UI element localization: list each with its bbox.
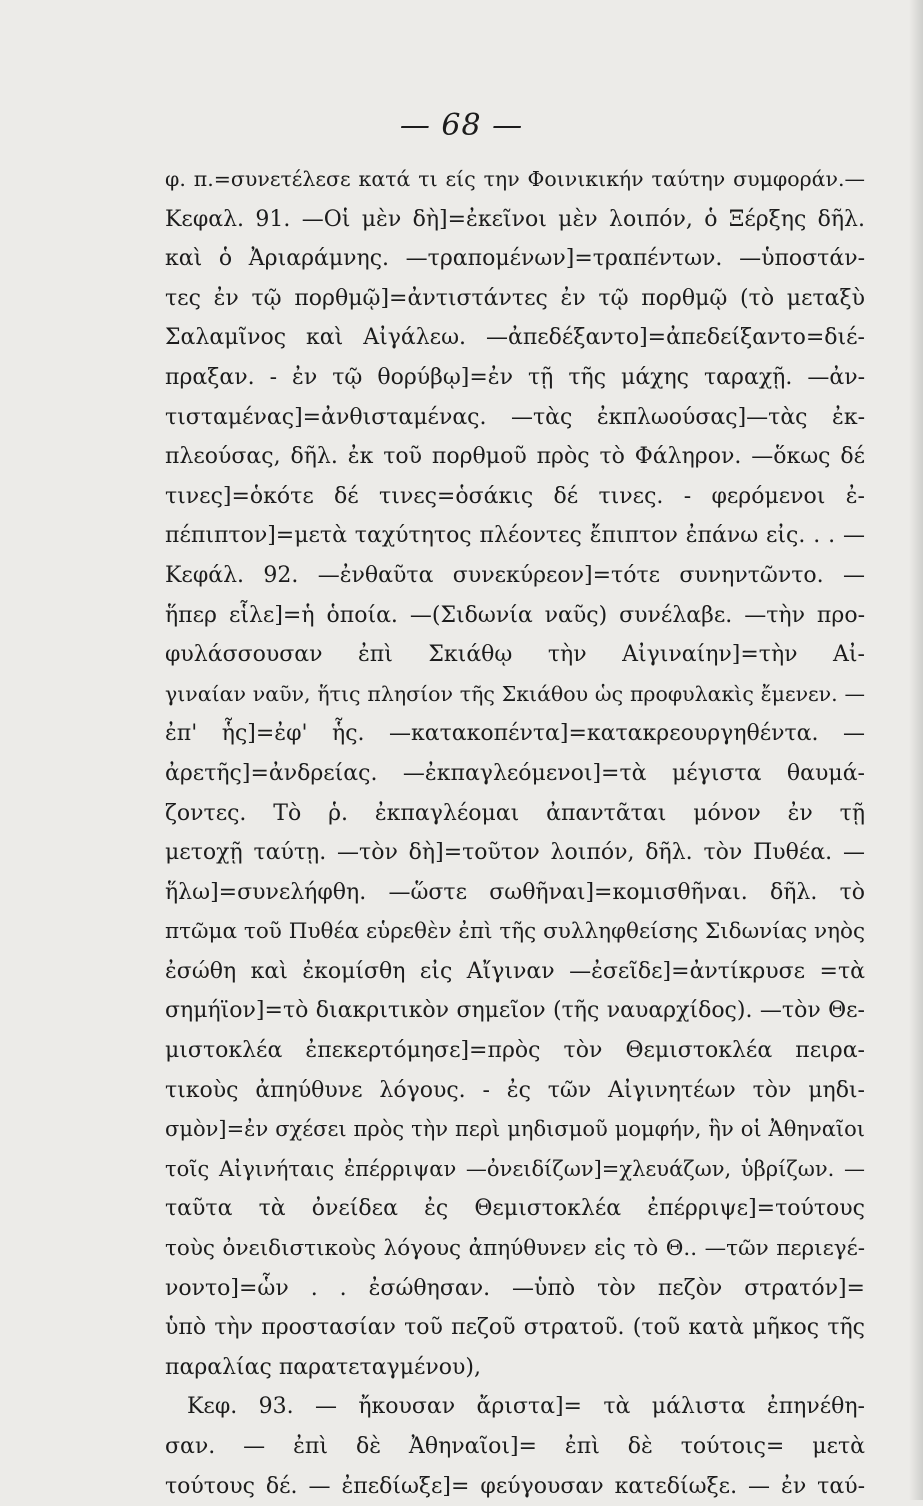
text-line: μιστοκλέα ἐπεκερτόμησε]=πρὸς τὸν Θεμιστοκλέα πειρα- — [165, 1038, 865, 1064]
page-edge-shadow — [909, 0, 923, 1500]
text-line: παραλίας παρατεταγμένου), — [165, 1354, 481, 1380]
text-line: τικοὺς ἀπηύθυνε λόγους. - ἐς τῶν Αἰγινητέων τὸν μηδι- — [165, 1077, 865, 1103]
text-line: ἀρετῆς]=ἀνδρείας. —ἐκπαγλεόμενοι]=τὰ μέγιστα θαυμά- — [165, 760, 865, 786]
text-line: πλεούσας, δῆλ. ἐκ τοῦ πορθμοῦ πρὸς τὸ Φάληρον. —ὅκως δέ — [165, 444, 865, 470]
text-line: φυλάσσουσαν ἐπὶ Σκιάθῳ τὴν Αἰγιναίην]=τὴν Αἰ- — [165, 642, 865, 668]
text-line: σμὸν]=ἐν σχέσει πρὸς τὴν περὶ μηδισμοῦ μομφήν, ἣν οἱ Ἀθηναῖοι — [165, 1117, 865, 1142]
text-line: τισταμένας]=ἀνθισταμένας. —τὰς ἐκπλωούσας]—τὰς ἐκ- — [165, 404, 865, 430]
text-line: ἐπ' ἧς]=ἐφ' ἧς. —κατακοπέντα]=κατακρεουργηθέντα. — — [165, 721, 865, 747]
text-line: τοὺς ὀνειδιστικοὺς λόγους ἀπηύθυνεν εἰς τὸ Θ.. —τῶν περιεγέ- — [165, 1236, 865, 1262]
text-line: ἥλω]=συνελήφθη. —ὥστε σωθῆναι]=κομισθῆναι. δῆλ. τὸ — [165, 879, 865, 905]
page-number: — 68 — — [399, 108, 524, 143]
text-line: Κεφαλ. 91. —Οἱ μὲν δὴ]=ἐκεῖνοι μὲν λοιπόν, ὁ Ξέρξης δῆλ. — [165, 206, 865, 232]
text-line: τινες]=ὁκότε δέ τινες=ὁσάκις δέ τινες. - φερόμενοι ἐ- — [165, 483, 865, 509]
text-line: Σαλαμῖνος καὶ Αἰγάλεω. —ἀπεδέξαντο]=ἀπεδείξαντο=διέ- — [165, 325, 865, 351]
text-line: γιναίαν ναῦν, ἥτις πλησίον τῆς Σκιάθου ὡς προφυλακὶς ἔμενεν. — — [165, 681, 865, 706]
text-line: πραξαν. - ἐν τῷ θορύβῳ]=ἐν τῇ τῆς μάχης ταραχῇ. —ἀν- — [165, 364, 865, 390]
text-line: ζοντες. Τὸ ῥ. ἐκπαγλέομαι ἀπαντᾶται μόνον ἐν τῇ — [165, 800, 865, 826]
text-line: ταῦτα τὰ ὀνείδεα ἐς Θεμιστοκλέα ἐπέρριψε]=τούτους — [165, 1196, 865, 1222]
text-line: ἐσώθη καὶ ἐκομίσθη εἰς Αἴγιναν —ἐσεῖδε]=ἀντίκρυσε =τὰ — [165, 958, 865, 984]
text-line: σημήϊον]=τὸ διακριτικὸν σημεῖον (τῆς ναυαρχίδος). —τὸν Θε- — [165, 998, 865, 1024]
text-line: τοῖς Αἰγινήταις ἐπέρριψαν —ὀνειδίζων]=χλευάζων, ὑβρίζων. — — [165, 1156, 865, 1181]
text-line: μετοχῇ ταύτῃ. —τὸν δὴ]=τοῦτον λοιπόν, δῆλ. τὸν Πυθέα. — — [165, 840, 865, 866]
text-line: Κεφάλ. 92. —ἐνθαῦτα συνεκύρεον]=τότε συνηντῶντο. — — [165, 562, 865, 588]
text-line: σαν. — ἐπὶ δὲ Ἀθηναῖοι]= ἐπὶ δὲ τούτοις= μετὰ — [165, 1434, 865, 1459]
text-line: Κεφ. 93. — ἤκουσαν ἄριστα]= τὰ μάλιστα ἐπηνέθη- — [187, 1394, 865, 1420]
text-line: καὶ ὁ Ἀριαράμνης. —τραπομένων]=τραπέντων. —ὑποστάν- — [165, 246, 865, 272]
text-line: φ. π.=συνετέλεσε κατά τι είς την Φοινικικήν ταύτην συμφοράν.— — [165, 167, 865, 191]
text-line: ὑπὸ τὴν προστασίαν τοῦ πεζοῦ στρατοῦ. (τοῦ κατὰ μῆκος τῆς — [165, 1315, 865, 1341]
text-line: πτῶμα τοῦ Πυθέα εὑρεθὲν ἐπὶ τῆς συλληφθείσης Σιδωνίας νηὸς — [165, 919, 865, 945]
text-line: τες ἐν τῷ πορθμῷ]=ἀντιστάντες ἐν τῷ πορθμῷ (τὸ μεταξὺ — [165, 285, 865, 311]
text-line: ἥπερ εἷλε]=ἡ ὁποία. —(Σιδωνία ναῦς) συνέλαβε. —τὴν προ- — [165, 602, 865, 628]
text-line: πέπιπτον]=μετὰ ταχύτητος πλέοντες ἔπιπτον ἐπάνω εἰς. . . — — [165, 523, 865, 549]
text-line: τούτους δέ. — ἐπεδίωξε]= φεύγουσαν κατεδίωξε. — ἐν ταύ- — [165, 1473, 865, 1499]
text-body — [165, 160, 865, 1506]
text-line: νοντο]=ὧν . . ἐσώθησαν. —ὑπὸ τὸν πεζὸν στρατόν]= — [165, 1275, 865, 1301]
